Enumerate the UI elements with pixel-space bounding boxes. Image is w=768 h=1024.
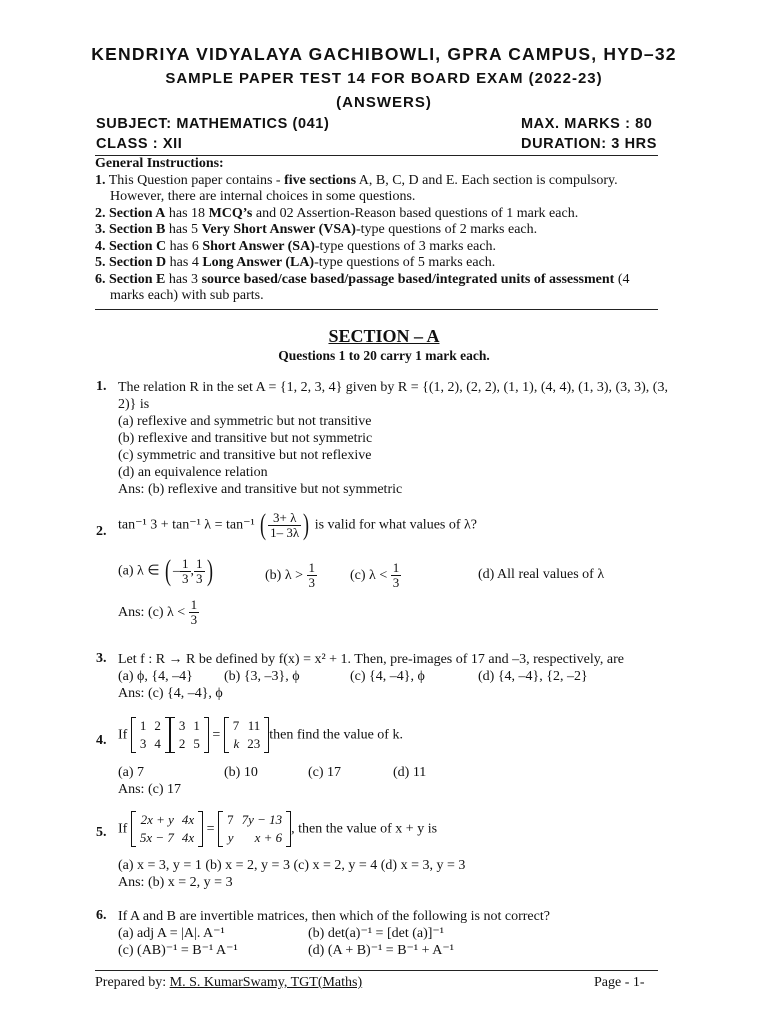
question-2-text: tan⁻¹ 3 + tan⁻¹ λ = tan⁻¹ ( $\frac{3+ \lambda}{1- 3\lambda}$ ) is valid for what values of λ? bbox=[118, 508, 478, 541]
paper-subtitle: (ANSWERS) bbox=[336, 94, 432, 111]
matrix: 1 2 3 4 bbox=[131, 717, 170, 753]
question-number: 4. bbox=[96, 733, 107, 748]
footer-divider bbox=[95, 970, 658, 971]
duration-label: DURATION: 3 HRS bbox=[521, 136, 658, 152]
instruction-item: 2. Section A has 18 MCQ’s and 02 Assertion-Reason based questions of 1 mark each. bbox=[95, 205, 579, 221]
matrix: 7 11 k 23 bbox=[224, 717, 270, 753]
answer: Ans: (b) x = 2, y = 3 bbox=[118, 875, 233, 890]
question-text: The relation R in the set A = {1, 2, 3, 4} given by R = {(1, 2), (2, 2), (1, 1), (4, 4), (1, 3), (3, 3), (3, 2)} is bbox=[118, 380, 668, 412]
class-label: CLASS : XII bbox=[96, 136, 183, 152]
option-a: (a) ϕ, {4, –4} bbox=[118, 669, 193, 684]
option-b: (b) {3, –3}, ϕ bbox=[224, 669, 300, 684]
question-4-text: If 1 2 3 4 3 1 2 5 = 7 11 k 23 then find the value of k. bbox=[118, 718, 403, 751]
general-instructions bbox=[95, 156, 665, 305]
option-d: (d) {4, –4}, {2, –2} bbox=[478, 669, 588, 684]
answer: Ans: (c) λ < $\frac{1}{3}$ bbox=[118, 597, 198, 627]
option-c: (c) 17 bbox=[308, 765, 342, 780]
option-b: (b) λ > $\frac{1}{3}$ bbox=[265, 560, 316, 590]
instruction-item: 4. Section C has 6 Short Answer (SA)-type questions of 3 marks each. bbox=[95, 238, 497, 254]
option-b: (b) 10 bbox=[224, 765, 258, 780]
option-b: (b) det(a)⁻¹ = [det (a)]⁻¹ bbox=[308, 926, 445, 941]
question-number: 2. bbox=[96, 524, 107, 539]
question-1 bbox=[118, 379, 673, 498]
instruction-item: 3. Section B has 5 Very Short Answer (VSA)-type questions of 2 marks each. bbox=[95, 222, 538, 237]
answer: Ans: (c) 17 bbox=[118, 782, 181, 797]
answer: Ans: (b) reflexive and transitive but not symmetric bbox=[118, 482, 403, 497]
subject-label: SUBJECT: MATHEMATICS (041) bbox=[96, 116, 330, 132]
max-marks-label: MAX. MARKS : 80 bbox=[521, 116, 653, 132]
instructions-divider bbox=[95, 309, 658, 310]
page-number: Page - 1- bbox=[594, 975, 645, 990]
option-a: (a) 7 bbox=[118, 765, 145, 780]
instruction-item: 6. Section E has 3 source based/case based/passage based/integrated units of assessment (4 marks each) with sub parts. bbox=[95, 271, 630, 303]
option-d: (d) 11 bbox=[393, 765, 427, 780]
option-c: (c) {4, –4}, ϕ bbox=[350, 669, 425, 684]
section-subtitle: Questions 1 to 20 carry 1 mark each. bbox=[278, 348, 490, 363]
options: (a) x = 3, y = 1 (b) x = 2, y = 3 (c) x = 2, y = 4 (d) x = 3, y = 3 bbox=[118, 858, 466, 873]
option-d: (d) an equivalence relation bbox=[118, 465, 268, 480]
fraction: $\frac{3+ \lambda}{1- 3\lambda}$ bbox=[270, 509, 300, 540]
option-d: (d) (A + B)⁻¹ = B⁻¹ + A⁻¹ bbox=[308, 943, 454, 958]
matrix: 2x + y 4x 5x − 7 4x bbox=[131, 811, 203, 847]
footer-credit: Prepared by: M. S. KumarSwamy, TGT(Maths) bbox=[95, 975, 363, 990]
option-a: (a) adj A = |A|. A⁻¹ bbox=[118, 926, 225, 941]
instruction-item: 1. This Question paper contains - five sections A, B, C, D and E. Each section is compulsory. However, there are internal choices in some questions. bbox=[95, 172, 618, 204]
section-title: SECTION – A bbox=[328, 326, 440, 346]
matrix: 3 1 2 5 bbox=[170, 717, 209, 753]
option-c: (c) λ < $\frac{1}{3}$ bbox=[350, 560, 400, 590]
option-a: (a) λ ∈ ( – $\frac{1}{3}$ , $\frac{1}{3}$ ) bbox=[118, 554, 213, 587]
instructions-heading: General Instructions: bbox=[95, 156, 224, 171]
option-b: (b) reflexive and transitive but not symmetric bbox=[118, 431, 373, 446]
question-5-text: If 2x + y 4x 5x − 7 4x = 7 7y − 13 y x + 6 , then the value of x + y is bbox=[118, 812, 438, 845]
paper-title: SAMPLE PAPER TEST 14 FOR BOARD EXAM (2022-23) bbox=[165, 70, 603, 87]
question-text: Let f : R → R be defined by f(x) = x² + 1. Then, pre-images of 17 and –3, respectively, are bbox=[118, 652, 624, 667]
question-number: 6. bbox=[96, 908, 107, 923]
option-a: (a) reflexive and symmetric but not transitive bbox=[118, 414, 372, 429]
answer: Ans: (c) {4, –4}, ϕ bbox=[118, 686, 223, 701]
matrix: 7 7y − 13 y x + 6 bbox=[218, 811, 291, 847]
option-d: (d) All real values of λ bbox=[478, 567, 605, 582]
question-text: If A and B are invertible matrices, then which of the following is not correct? bbox=[118, 909, 550, 924]
school-name: KENDRIYA VIDYALAYA GACHIBOWLI, GPRA CAMPUS, HYD–32 bbox=[91, 44, 677, 64]
option-c: (c) symmetric and transitive but not reflexive bbox=[118, 448, 372, 463]
option-c: (c) (AB)⁻¹ = B⁻¹ A⁻¹ bbox=[118, 943, 238, 958]
question-number: 1. bbox=[96, 379, 107, 394]
question-number: 3. bbox=[96, 651, 107, 666]
question-number: 5. bbox=[96, 825, 107, 840]
author-name: M. S. KumarSwamy, TGT(Maths) bbox=[169, 975, 363, 990]
instruction-item: 5. Section D has 4 Long Answer (LA)-type questions of 5 marks each. bbox=[95, 255, 496, 270]
